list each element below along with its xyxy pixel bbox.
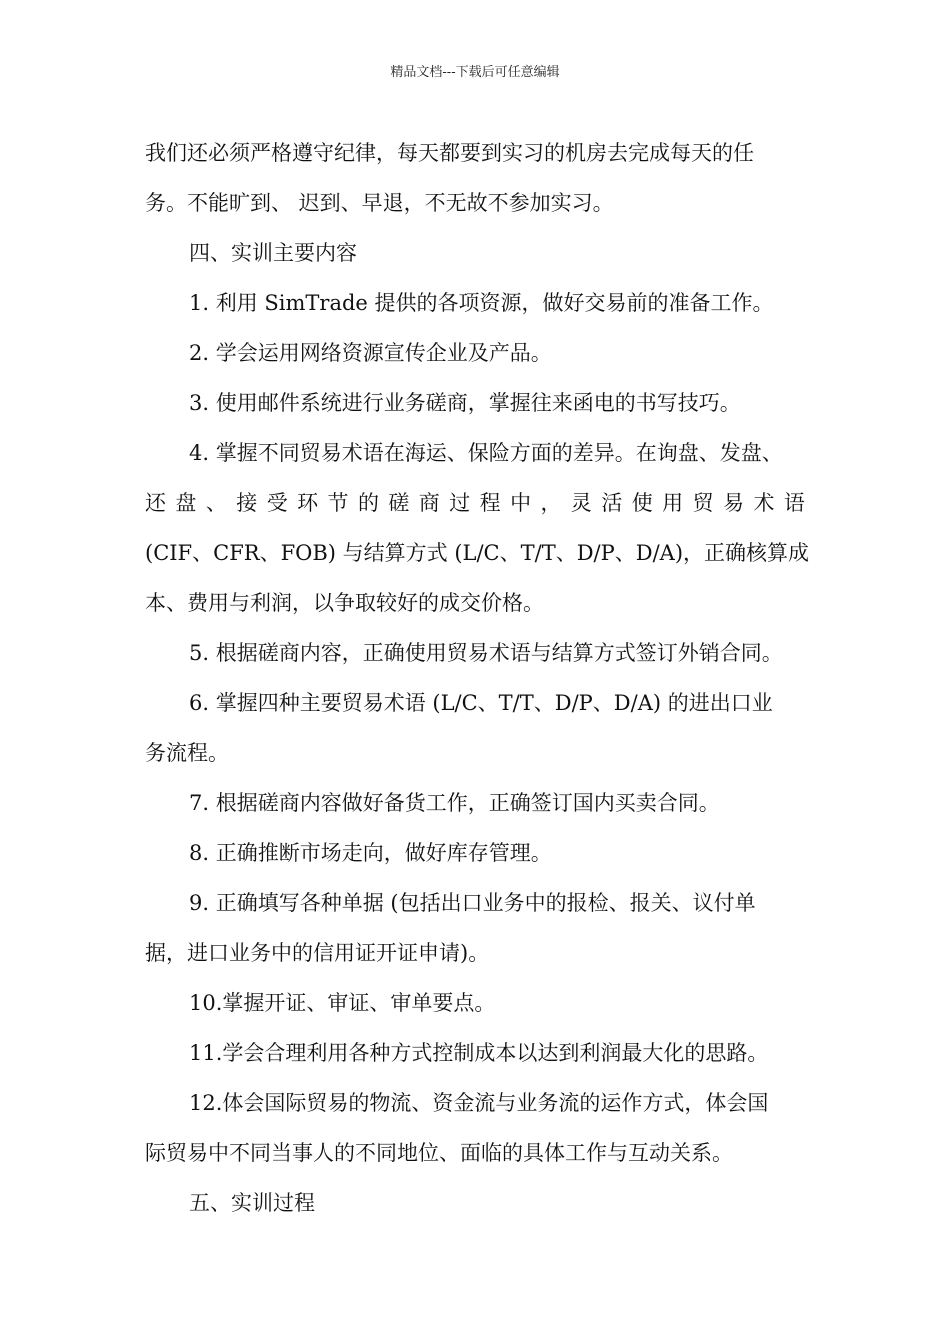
- justified-char: 活: [601, 491, 623, 515]
- paragraph-line: 我们还必须严格遵守纪律，每天都要到实习的机房去完成每天的任: [145, 141, 754, 165]
- justified-char: 使: [631, 491, 653, 515]
- justified-char: 磋: [388, 491, 410, 515]
- justified-char: 环: [297, 491, 319, 515]
- justified-char: 节: [327, 491, 349, 515]
- justified-char: ，: [540, 491, 562, 515]
- justified-char: 商: [418, 491, 440, 515]
- list-item-continuation: 据，进口业务中的信用证开证申请)。: [145, 941, 490, 965]
- list-item: 6. 掌握四种主要贸易术语 (L/C、T/T、D/P、D/A) 的进出口业: [189, 691, 773, 715]
- list-item-continuation: (CIF、CFR、FOB) 与结算方式 (L/C、T/T、D/P、D/A)，正确核算成: [145, 541, 810, 565]
- list-item: 10.掌握开证、审证、审单要点。: [189, 991, 496, 1015]
- justified-char: 过: [449, 491, 471, 515]
- section-heading: 四、实训主要内容: [189, 241, 357, 265]
- justified-char: 灵: [570, 491, 592, 515]
- list-item-continuation: 务流程。: [145, 741, 229, 765]
- list-item: 12.体会国际贸易的物流、资金流与业务流的运作方式，体会国: [189, 1091, 769, 1115]
- list-item: 4. 掌握不同贸易术语在海运、保险方面的差异。在询盘、发盘、: [189, 441, 783, 465]
- justified-char: 受: [266, 491, 288, 515]
- list-item-continuation: [145, 478, 805, 528]
- page-header: 精品文档---下载后可任意编辑: [390, 65, 560, 80]
- section-heading: 五、实训过程: [189, 1191, 315, 1215]
- justified-char: 用: [662, 491, 684, 515]
- justified-char: 易: [723, 491, 745, 515]
- list-item: 2. 学会运用网络资源宣传企业及产品。: [189, 341, 552, 365]
- list-item: 1. 利用 SimTrade 提供的各项资源，做好交易前的准备工作。: [189, 291, 774, 315]
- justified-char: 接: [236, 491, 258, 515]
- justified-char: 、: [205, 491, 227, 515]
- document-body: [145, 128, 815, 1228]
- list-item-continuation: 际贸易中不同当事人的不同地位、面临的具体工作与互动关系。: [145, 1141, 733, 1165]
- justified-char: 的: [357, 491, 379, 515]
- justified-char: 语: [783, 491, 805, 515]
- justified-char: 还: [145, 491, 166, 515]
- list-item: 9. 正确填写各种单据 (包括出口业务中的报检、报关、议付单: [189, 891, 756, 915]
- justified-char: 中: [510, 491, 532, 515]
- justified-char: 盘: [175, 491, 197, 515]
- list-item: 3. 使用邮件系统进行业务磋商，掌握往来函电的书写技巧。: [189, 391, 741, 415]
- paragraph-line: 务。不能旷到、 迟到、早退，不无故不参加实习。: [145, 191, 614, 215]
- list-item-continuation: 本、费用与利润，以争取较好的成交价格。: [145, 591, 544, 615]
- justified-char: 程: [479, 491, 501, 515]
- justified-char: 术: [753, 491, 775, 515]
- list-item: 7. 根据磋商内容做好备货工作，正确签订国内买卖合同。: [189, 791, 720, 815]
- justified-char: 贸: [692, 491, 714, 515]
- list-item: 5. 根据磋商内容，正确使用贸易术语与结算方式签订外销合同。: [189, 641, 783, 665]
- list-item: 11.学会合理利用各种方式控制成本以达到利润最大化的思路。: [189, 1041, 769, 1065]
- list-item: 8. 正确推断市场走向，做好库存管理。: [189, 841, 552, 865]
